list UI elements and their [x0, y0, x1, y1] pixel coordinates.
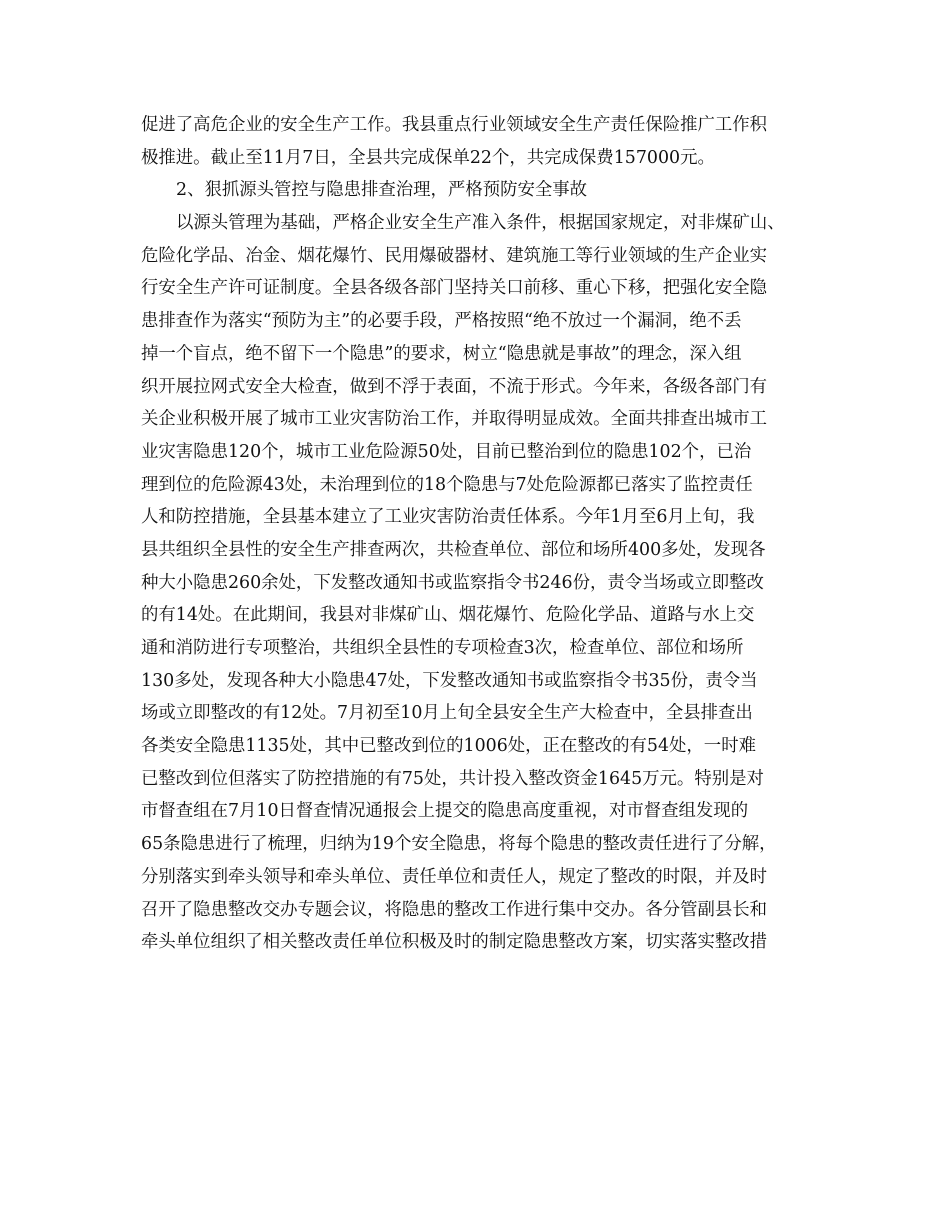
text-line-11: 业灾害隐患120个，城市工业危险源50处，目前已整治到位的隐患102个，已治	[141, 441, 752, 462]
text-line-16: 的有14处。在此期间，我县对非煤矿山、烟花爆竹、危险化学品、道路与水上交	[141, 605, 755, 626]
text-line-15: 种大小隐患260余处，下发整改通知书或监察指令书246份，责令当场或立即整改	[141, 572, 764, 593]
text-line-9: 织开展拉网式安全大检查，做到不浮于表面，不流于形式。今年来，各级各部门有	[141, 376, 768, 397]
text-line-18: 130多处，发现各种大小隐患47处，下发整改通知书或监察指令书35份，责令当	[141, 670, 758, 691]
text-line-4: 以源头管理为基础，严格企业安全生产准入条件，根据国家规定，对非煤矿山、	[176, 213, 785, 234]
text-line-10: 关企业积极开展了城市工业灾害防治工作，并取得明显成效。全面共排查出城市工	[141, 409, 768, 430]
text-line-14: 县共组织全县性的安全生产排查两次，共检查单位、部位和场所400多处，发现各	[141, 539, 766, 560]
document-body	[141, 109, 811, 959]
text-line-12: 理到位的危险源43处，未治理到位的18个隐患与7处危险源都已落实了监控责任	[141, 474, 753, 495]
text-line-13: 人和防控措施，全县基本建立了工业灾害防治责任体系。今年1月至6月上旬，我	[141, 507, 755, 528]
text-line-26: 牵头单位组织了相关整改责任单位积极及时的制定隐患整改方案，切实落实整改措	[141, 932, 768, 953]
text-line-7: 患排查作为落实“预防为主”的必要手段，严格按照“绝不放过一个漏洞，绝不丢	[141, 311, 742, 332]
text-line-21: 已整改到位但落实了防控措施的有75处，共计投入整改资金1645万元。特别是对	[141, 768, 764, 789]
text-line-2: 极推进。截止至11月7日，全县共完成保单22个，共完成保费157000元。	[141, 147, 715, 168]
text-line-22: 市督查组在7月10日督查情况通报会上提交的隐患高度重视，对市督查组发现的	[141, 801, 749, 822]
text-line-19: 场或立即整改的有12处。7月初至10月上旬全县安全生产大检查中，全县排查出	[141, 703, 753, 724]
text-line-23: 65条隐患进行了梳理，归纳为19个安全隐患，将每个隐患的整改责任进行了分解，	[141, 834, 777, 855]
text-line-17: 通和消防进行专项整治，共组织全县性的专项检查3次，检查单位、部位和场所	[141, 638, 744, 658]
text-line-25: 召开了隐患整改交办专题会议，将隐患的整改工作进行集中交办。各分管副县长和	[141, 899, 768, 920]
section-heading: 2、狠抓源头管控与隐患排查治理，严格预防安全事故	[176, 180, 588, 201]
text-line-8: 掉一个盲点，绝不留下一个隐患”的要求，树立“隐患就是事故”的理念，深入组	[141, 343, 742, 364]
text-line-6: 行安全生产许可证制度。全县各级各部门坚持关口前移、重心下移，把强化安全隐	[141, 278, 768, 299]
text-line-5: 危险化学品、冶金、烟花爆竹、民用爆破器材、建筑施工等行业领域的生产企业实	[141, 245, 768, 266]
text-line-20: 各类安全隐患1135处，其中已整改到位的1006处，正在整改的有54处，一时难	[141, 736, 756, 757]
text-line-24: 分别落实到牵头领导和牵头单位、责任单位和责任人，规定了整改的时限，并及时	[141, 866, 768, 887]
text-line-1: 促进了高危企业的安全生产工作。我县重点行业领域安全生产责任保险推广工作积	[141, 115, 768, 135]
